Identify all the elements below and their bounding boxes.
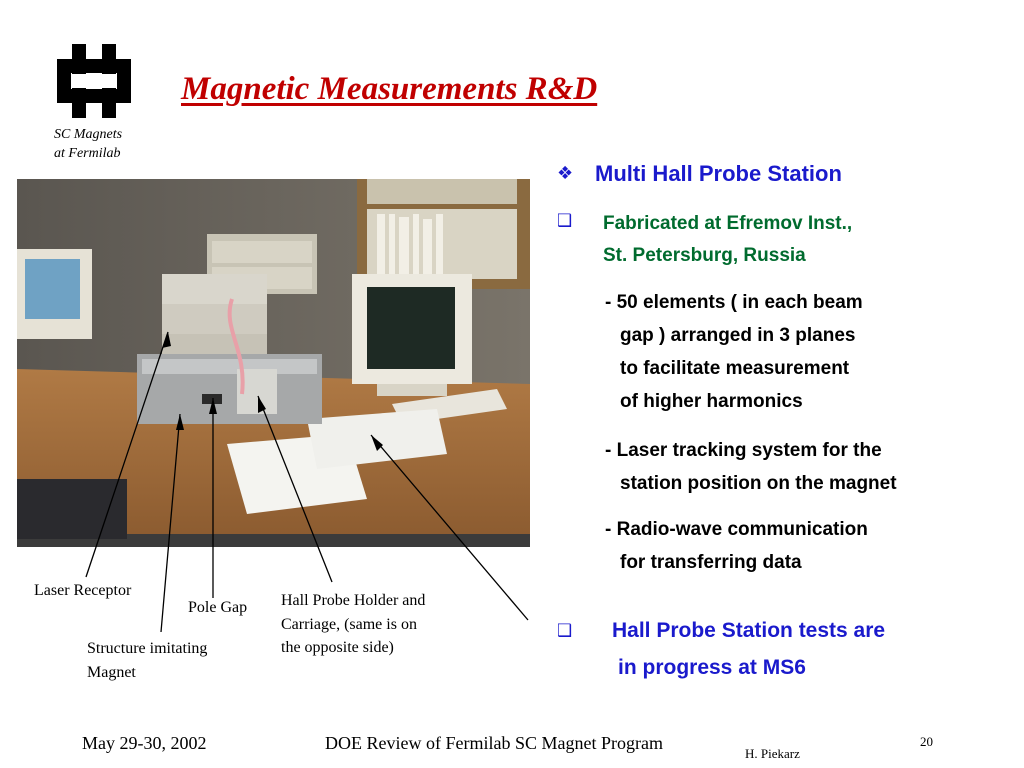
item1-line1: - 50 elements ( in each beam	[605, 292, 863, 313]
item1-line2: gap ) arranged in 3 planes	[620, 325, 856, 346]
caption-structure-line2: Magnet	[87, 664, 136, 681]
item2-line2: station position on the magnet	[620, 473, 897, 494]
status-line2: in progress at MS6	[618, 656, 806, 679]
status-line1: Hall Probe Station tests are	[612, 619, 886, 642]
square-bullet-icon: ❑	[557, 211, 573, 231]
lab-photo	[17, 179, 530, 547]
page-number: 20	[920, 734, 933, 749]
caption-holder-line2: Carriage, (same is on	[281, 616, 417, 633]
caption-holder-line1: Hall Probe Holder and	[281, 592, 426, 609]
org-name-line2: at Fermilab	[54, 146, 121, 161]
item1-line3: to facilitate measurement	[620, 358, 850, 379]
item3-line1: - Radio-wave communication	[605, 519, 868, 540]
sub-heading-line2: St. Petersburg, Russia	[603, 245, 806, 266]
diamond-bullet-icon: ❖	[557, 163, 574, 184]
footer-date: May 29-30, 2002	[82, 733, 207, 753]
caption-laser-receptor: Laser Receptor	[34, 582, 132, 599]
org-name-line1: SC Magnets	[54, 127, 123, 142]
caption-pole-gap: Pole Gap	[188, 599, 248, 616]
main-heading: Multi Hall Probe Station	[595, 161, 842, 186]
item2-line1: - Laser tracking system for the	[605, 440, 882, 461]
slide-title: Magnetic Measurements R&D	[181, 71, 598, 107]
caption-structure-line1: Structure imitating	[87, 640, 208, 657]
sub-heading-line1: Fabricated at Efremov Inst.,	[603, 213, 853, 234]
caption-holder-line3: the opposite side)	[281, 639, 394, 656]
footer-title: DOE Review of Fermilab SC Magnet Program	[325, 733, 663, 753]
fermilab-logo-icon	[57, 44, 131, 118]
item3-line2: for transferring data	[620, 552, 802, 573]
square-bullet-icon: ❑	[557, 621, 573, 641]
item1-line4: of higher harmonics	[620, 391, 803, 412]
footer-author: H. Piekarz	[745, 746, 800, 761]
